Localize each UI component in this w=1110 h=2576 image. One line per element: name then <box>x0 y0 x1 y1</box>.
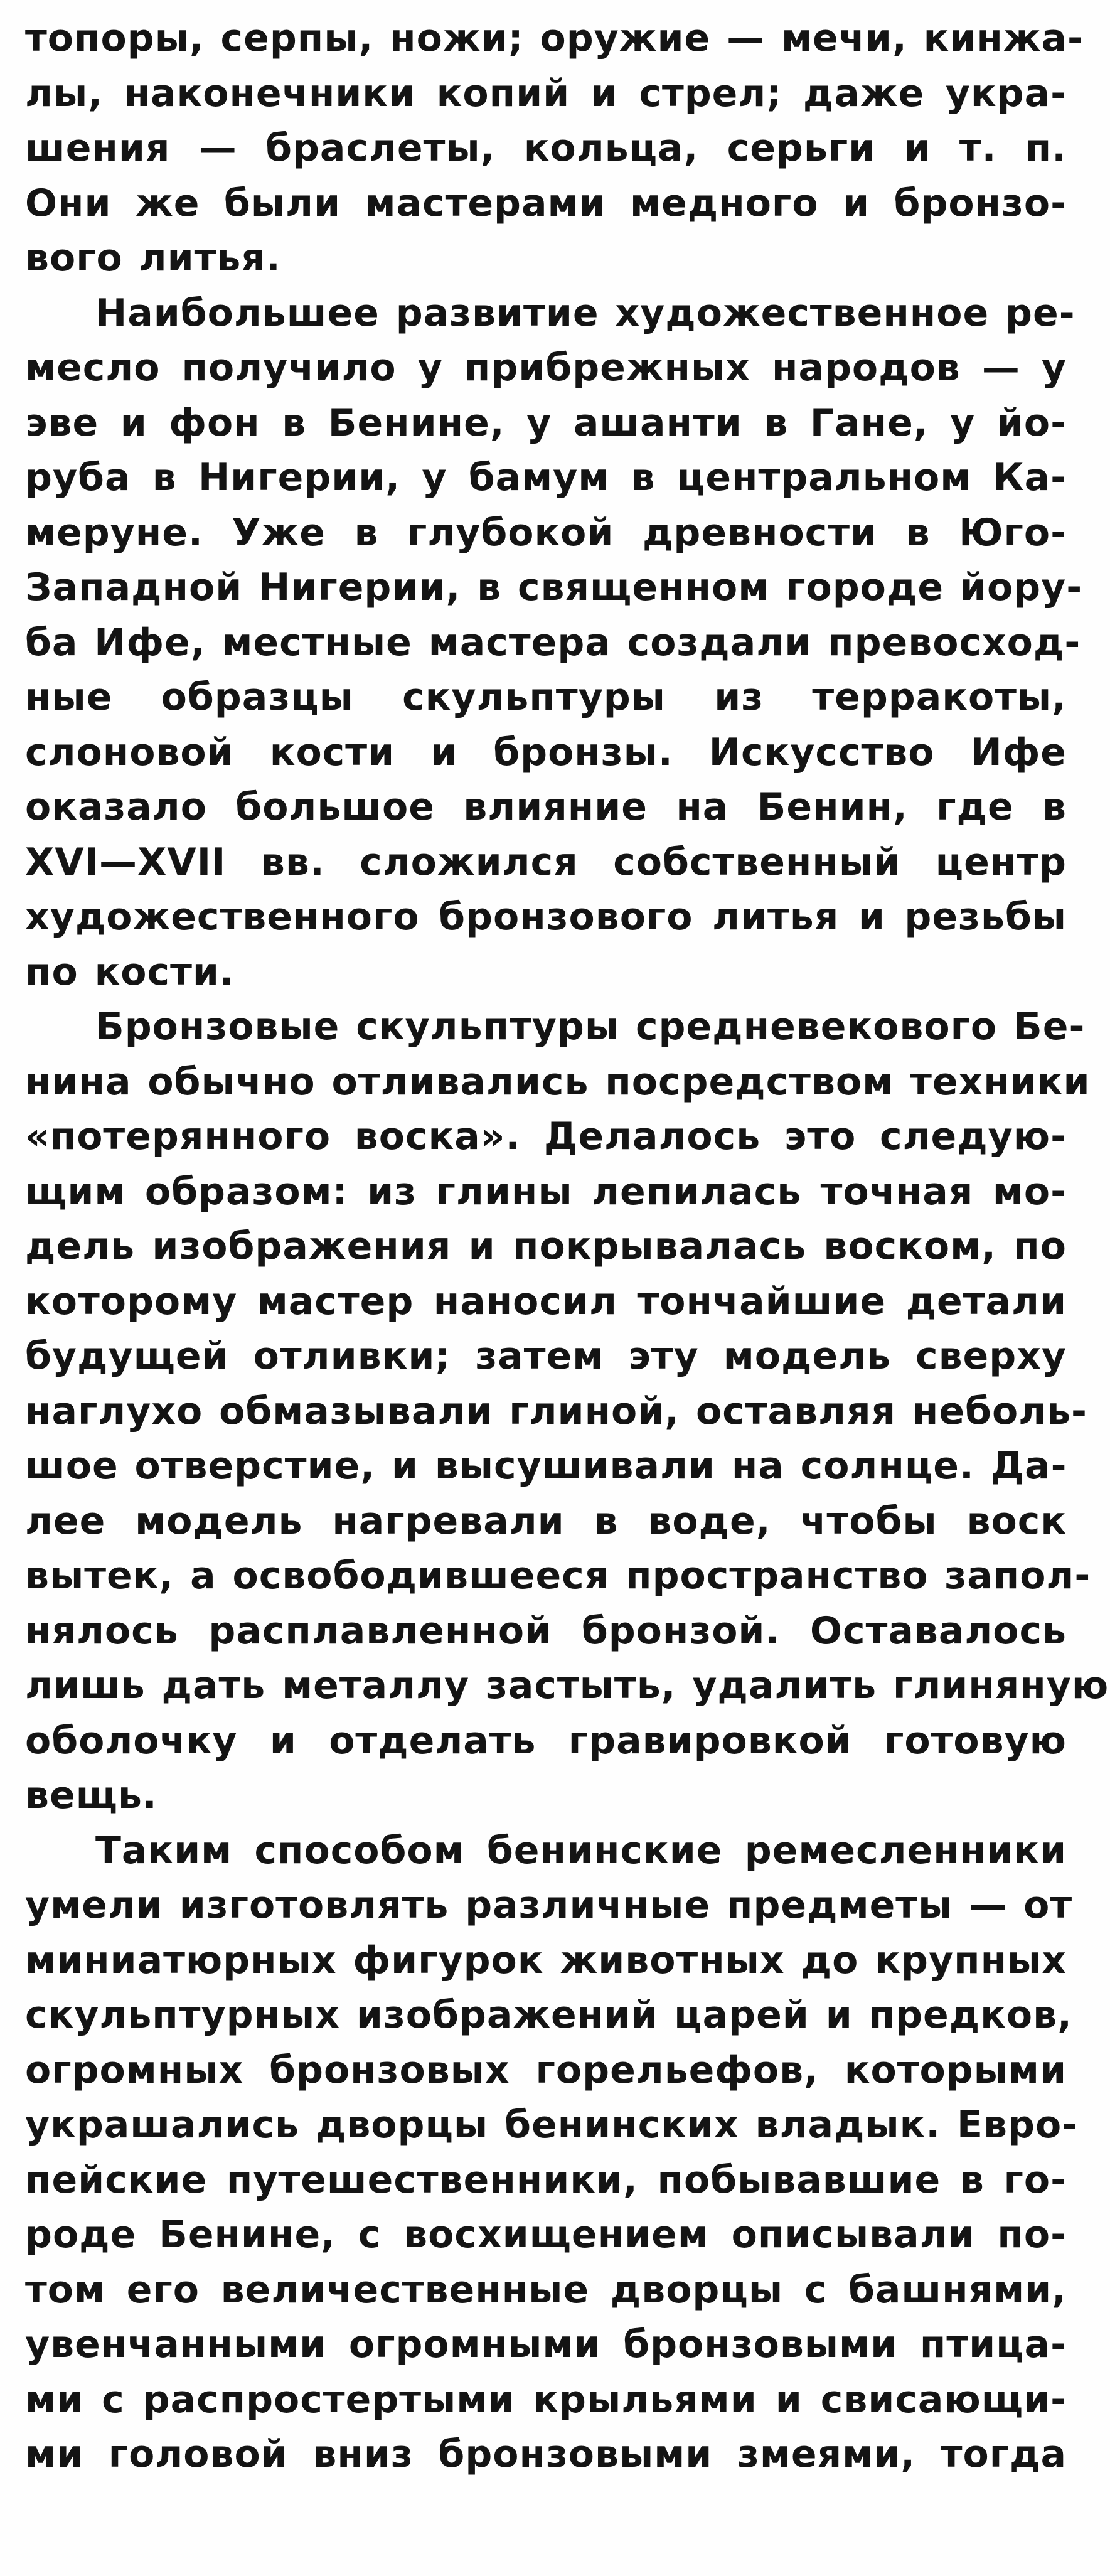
text-line: топоры, серпы, ножи; оружие — мечи, кинжа- <box>25 16 1084 60</box>
paragraph-3 <box>25 1000 1109 1824</box>
text-line: руба в Нигерии, у бамум в центральном Ка- <box>25 456 1067 500</box>
text-line: Они же были мастерами медного и бронзо- <box>25 181 1067 225</box>
text-line: «потерянного воска». Делалось это следую- <box>25 1114 1067 1158</box>
text-line: Таким способом бенинские ремесленники <box>95 1828 1067 1873</box>
text-line: увенчанными огромными бронзовыми птица- <box>25 2322 1067 2366</box>
text-line: нялось расплавленной бронзой. Оставалось <box>25 1608 1067 1653</box>
text-line: миниатюрных фигурок животных до крупных <box>25 1938 1067 1982</box>
text-line: украшались дворцы бенинских владык. Евро- <box>25 2103 1079 2147</box>
text-line: лишь дать металлу застыть, удалить глиняную <box>25 1664 1109 1708</box>
text-line: ми с распростертыми крыльями и свисающи- <box>25 2377 1067 2422</box>
body-text <box>25 11 1109 2482</box>
text-line: вещь. <box>25 1773 157 1817</box>
text-line: ные образцы скульптуры из терракоты, <box>25 675 1067 719</box>
text-line: ми головой вниз бронзовыми змеями, тогда <box>25 2432 1067 2476</box>
text-line: оказало большое влияние на Бенин, где в <box>25 785 1067 829</box>
text-line: том его величественные дворцы с башнями, <box>25 2267 1067 2312</box>
text-line: месло получило у прибрежных народов — у <box>25 346 1067 390</box>
text-line: нина обычно отливались посредством техники <box>25 1059 1091 1104</box>
text-line: XVI—XVII вв. сложился собственный центр <box>25 840 1067 884</box>
text-line: умели изготовлять различные предметы — от <box>25 1883 1073 1927</box>
text-line: оболочку и отделать гравировкой готовую <box>25 1718 1067 1763</box>
text-line: слоновой кости и бронзы. Искусство Ифе <box>25 730 1067 774</box>
text-line: лее модель нагревали в воде, чтобы воск <box>25 1499 1067 1543</box>
paragraph-4 <box>25 1824 1079 2482</box>
text-line: эве и фон в Бенине, у ашанти в Гане, у йо- <box>25 400 1067 445</box>
text-line: Бронзовые скульптуры средневекового Бе- <box>95 1005 1086 1049</box>
text-line: пейские путешественники, побывавшие в го- <box>25 2157 1067 2202</box>
text-line: художественного бронзового литья и резьбы <box>25 895 1067 939</box>
text-line: меруне. Уже в глубокой древности в Юго- <box>25 510 1067 555</box>
text-line: шения — браслеты, кольца, серьги и т. п. <box>25 126 1067 170</box>
text-line: вытек, а освободившееся пространство запол- <box>25 1554 1091 1598</box>
text-line: огромных бронзовых горельефов, которыми <box>25 2048 1067 2092</box>
paragraph-2 <box>25 286 1083 1000</box>
text-line: будущей отливки; затем эту модель сверху <box>25 1334 1067 1378</box>
text-line: по кости. <box>25 949 235 994</box>
text-line: дель изображения и покрывалась воском, по <box>25 1224 1067 1268</box>
text-line: ба Ифе, местные мастера создали превосход- <box>25 620 1081 665</box>
text-line: наглухо обмазывали глиной, оставляя неболь- <box>25 1389 1087 1433</box>
text-line: скульптурных изображений царей и предков, <box>25 1993 1072 2037</box>
text-line: Наибольшее развитие художественное ре- <box>95 291 1075 335</box>
text-line: роде Бенине, с восхищением описывали по- <box>25 2213 1067 2257</box>
paragraph-1 <box>25 11 1084 286</box>
text-line: лы, наконечники копий и стрел; даже укра- <box>25 71 1067 115</box>
text-line: Западной Нигерии, в священном городе йору- <box>25 565 1083 609</box>
text-line: вого литья. <box>25 236 281 280</box>
text-line: шое отверстие, и высушивали на солнце. Да- <box>25 1444 1067 1488</box>
text-line: которому мастер наносил тончайшие детали <box>25 1279 1067 1323</box>
text-line: щим образом: из глины лепилась точная мо- <box>25 1169 1067 1214</box>
